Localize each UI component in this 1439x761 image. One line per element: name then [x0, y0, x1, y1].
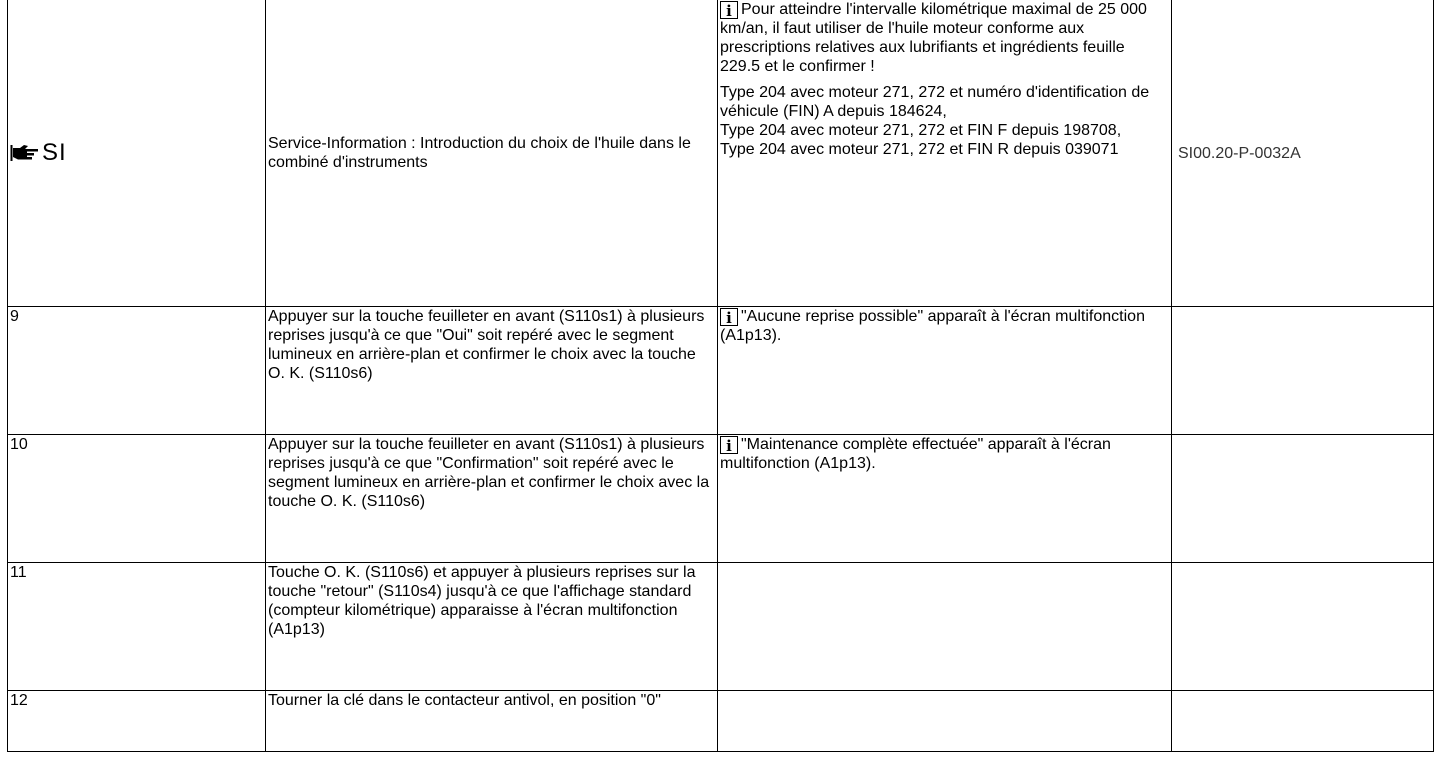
service-information-marker — [10, 139, 67, 167]
note-text: Pour atteindre l'intervalle kilométrique maximal de 25 000 km/an, il faut utiliser de l'huile moteur conforme aux prescriptions relatives aux lubrifiants et ingrédients feuille 229.5 et le confirmer ! — [720, 1, 1147, 75]
table-row — [8, 435, 1434, 563]
pointing-hand-icon — [10, 143, 40, 163]
table-row — [8, 691, 1434, 752]
info-icon: i — [720, 436, 738, 454]
note-cell — [718, 563, 1172, 691]
reference-cell: SI00.20-P-0032A — [1172, 0, 1434, 307]
reference-cell — [1172, 691, 1434, 752]
table-row — [8, 307, 1434, 435]
si-marker-cell — [8, 0, 266, 307]
table-row — [8, 0, 1434, 307]
info-icon: i — [720, 1, 738, 19]
info-icon: i — [720, 308, 738, 326]
action-cell: Touche O. K. (S110s6) et appuyer à plusieurs reprises sur la touche "retour" (S110s4) jusqu'à ce que l'affichage standard (compteur kilométrique) apparaisse à l'écran multifonction (A1p13) — [266, 563, 718, 691]
action-cell: Service-Information : Introduction du choix de l'huile dans le combiné d'instruments — [266, 0, 718, 307]
step-number: 10 — [8, 435, 266, 563]
step-number: 11 — [8, 563, 266, 691]
note-cell — [718, 691, 1172, 752]
table-row — [8, 563, 1434, 691]
procedure-table — [7, 0, 1434, 752]
note-cell — [718, 307, 1172, 435]
note-line: Type 204 avec moteur 271, 272 et FIN F depuis 198708, — [720, 122, 1122, 139]
note-cell — [718, 0, 1172, 307]
reference-cell — [1172, 307, 1434, 435]
note-line: Type 204 avec moteur 271, 272 et numéro d'identification de véhicule (FIN) A depuis 184624, — [720, 84, 1150, 120]
note-text: "Aucune reprise possible" apparaît à l'écran multifonction (A1p13). — [720, 308, 1145, 344]
si-label: SI — [42, 138, 67, 166]
action-cell: Appuyer sur la touche feuilleter en avant (S110s1) à plusieurs reprises jusqu'à ce que "Oui" soit repéré avec le segment lumineux en arrière-plan et confirmer le choix avec la touche O. K. (S110s6) — [266, 307, 718, 435]
reference-cell — [1172, 563, 1434, 691]
reference-cell — [1172, 435, 1434, 563]
step-number: 12 — [8, 691, 266, 752]
note-text: "Maintenance complète effectuée" apparaît à l'écran multifonction (A1p13). — [720, 436, 1111, 472]
note-cell — [718, 435, 1172, 563]
note-line: Type 204 avec moteur 271, 272 et FIN R depuis 039071 — [720, 141, 1119, 158]
step-number: 9 — [8, 307, 266, 435]
action-cell: Tourner la clé dans le contacteur antivol, en position "0" — [266, 691, 718, 752]
action-cell: Appuyer sur la touche feuilleter en avant (S110s1) à plusieurs reprises jusqu'à ce que "Confirmation" soit repéré avec le segment lumineux en arrière-plan et confirmer le choix avec la touche O. K. (S110s6) — [266, 435, 718, 563]
